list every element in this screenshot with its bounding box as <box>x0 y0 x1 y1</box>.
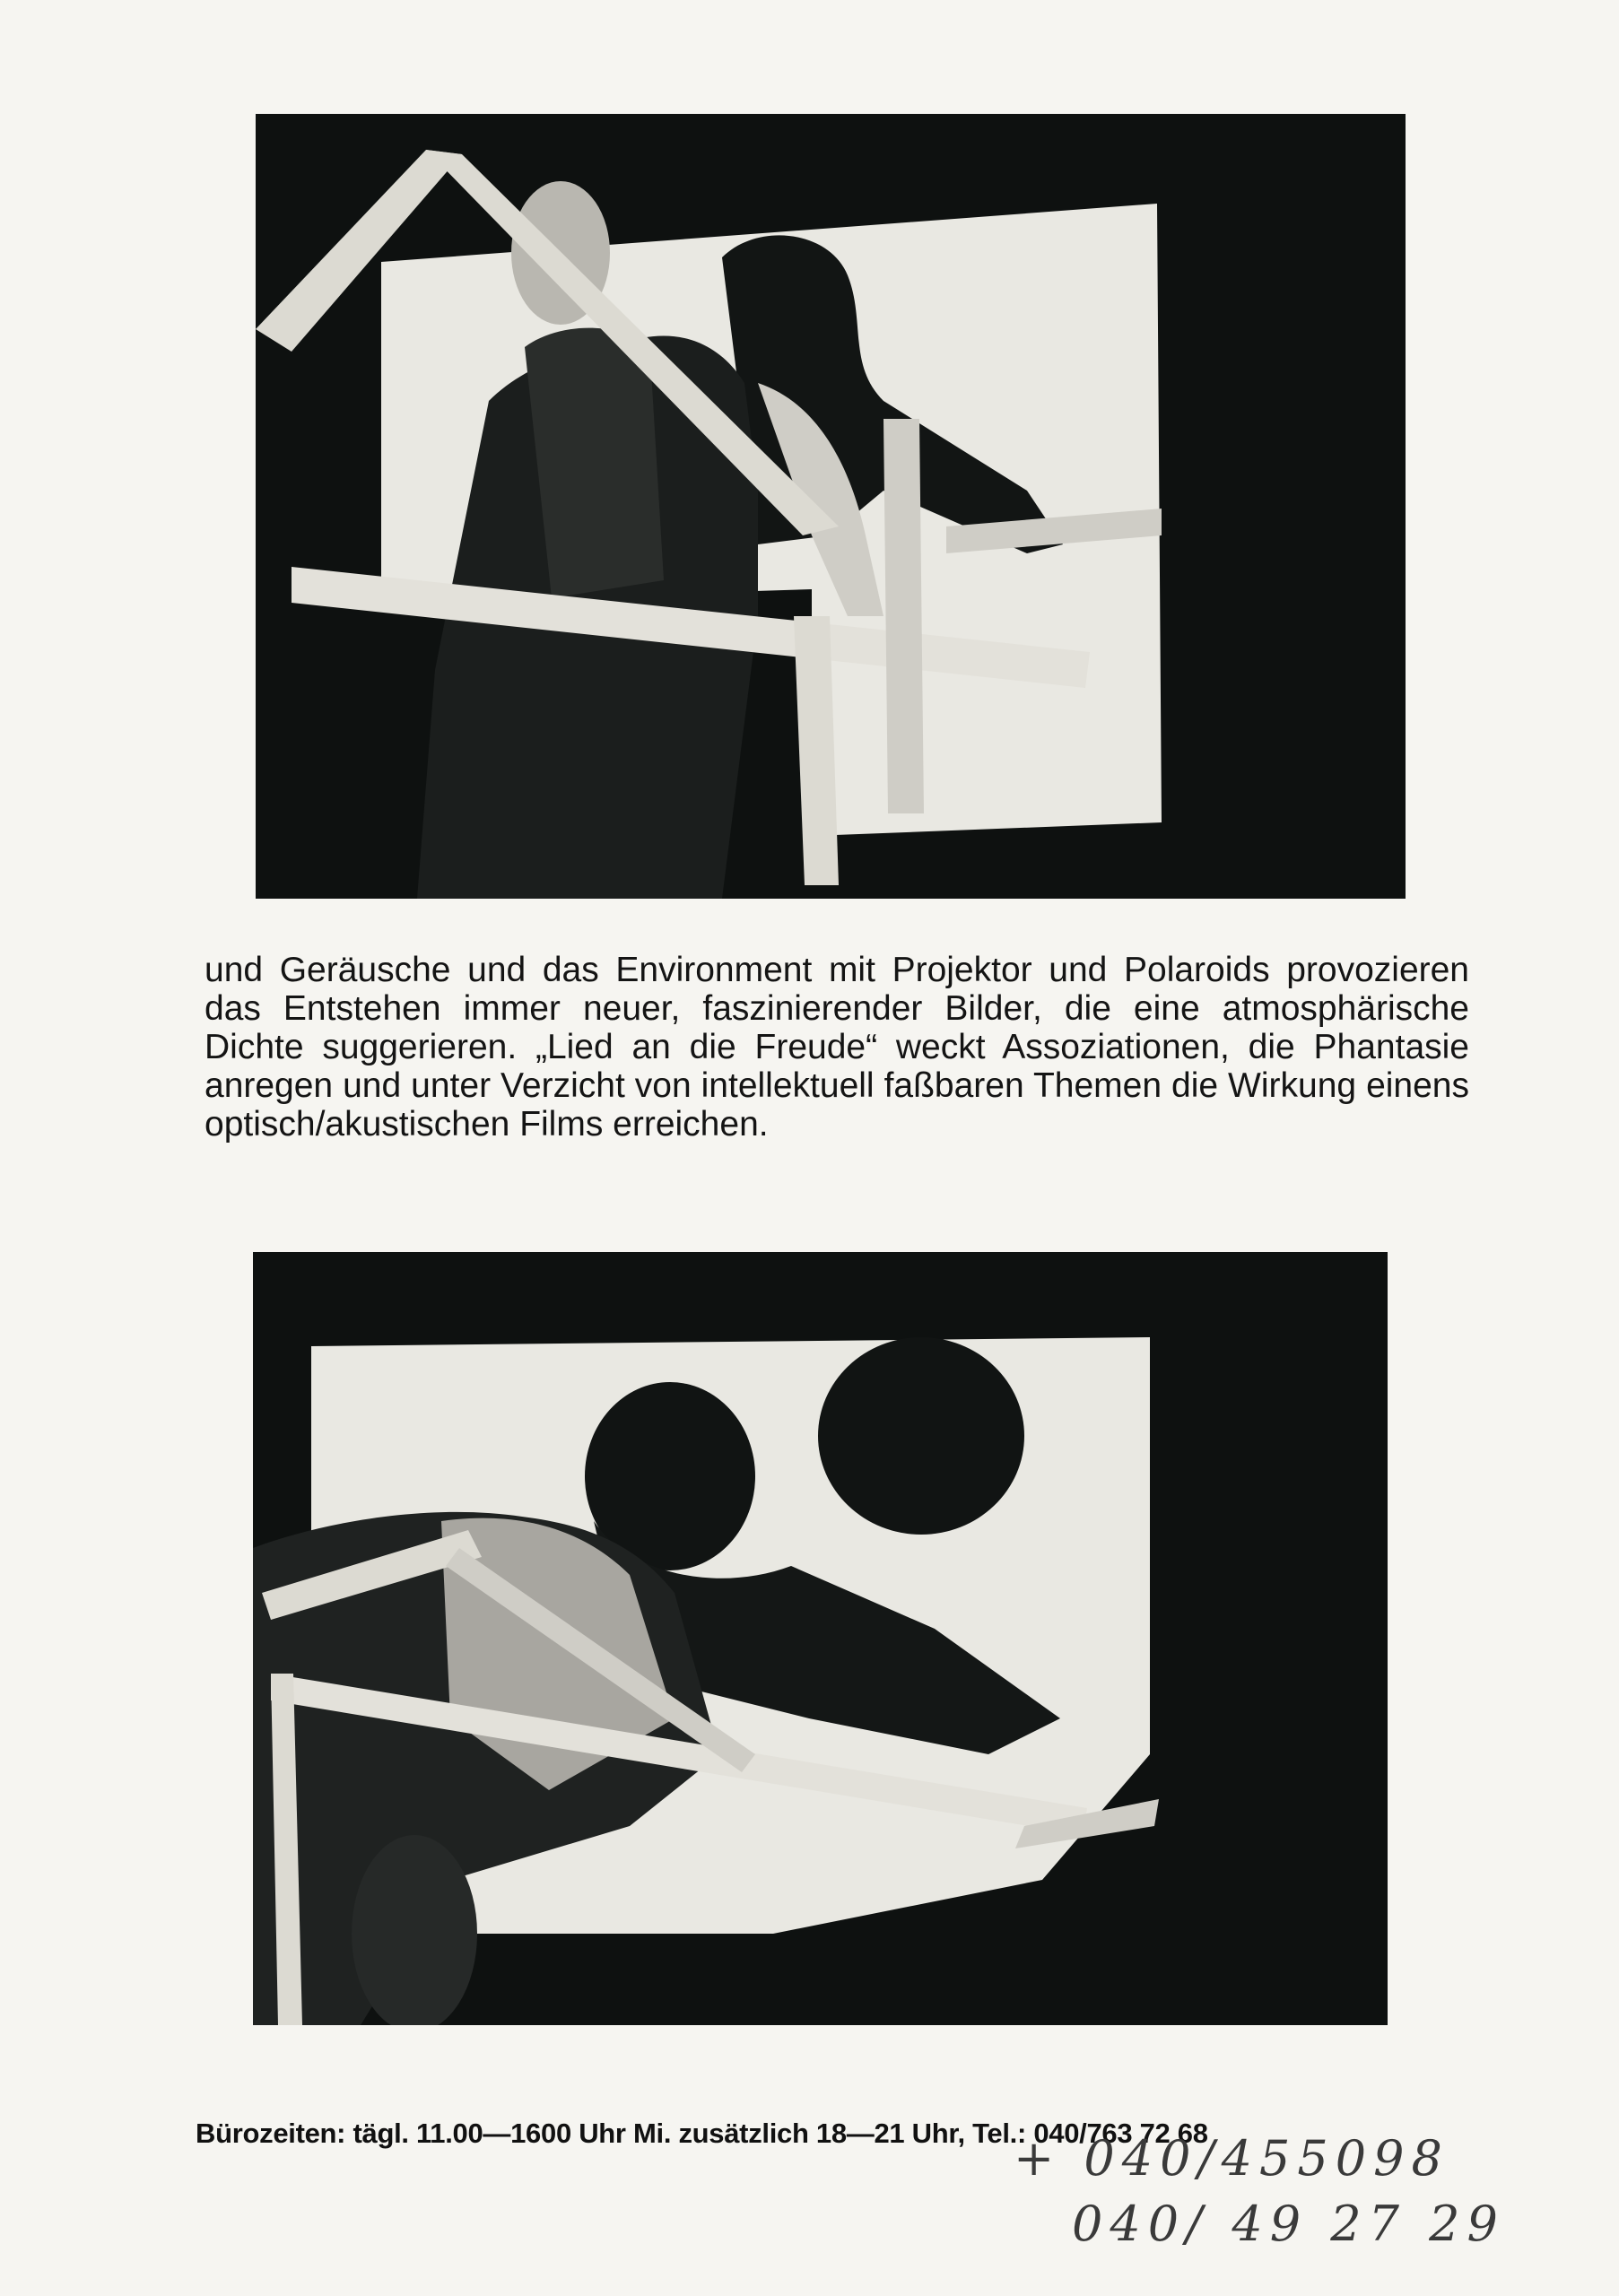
photo-dancer-house-frame <box>256 114 1406 899</box>
office-hours-line: Bürozeiten: tägl. 11.00—1600 Uhr Mi. zusätzlich 18—21 Uhr, Tel.: 040/763 72 68 <box>196 2118 1208 2149</box>
photo-bottom-illustration <box>253 1252 1388 2025</box>
body-paragraph: und Geräusche und das Environment mit Projektor und Polaroids provozieren das Entstehen immer neuer, faszinierender Bilder, die eine atmosphärische Dichte suggerieren. „Lied an die Freude“ weckt Assoziationen, die Phantasie anregen und unter Verzicht von intellektuell faßbaren Themen die Wirkung einens optisch/akustischen Films erreichen. <box>205 951 1469 1144</box>
photo-top-illustration <box>256 114 1406 899</box>
handwritten-phone-1: + 040/455098 <box>1014 2130 1449 2187</box>
handwritten-phone-2: 040/ 49 27 29 <box>1072 2196 1505 2252</box>
photo-dancer-shadow <box>253 1252 1388 2025</box>
